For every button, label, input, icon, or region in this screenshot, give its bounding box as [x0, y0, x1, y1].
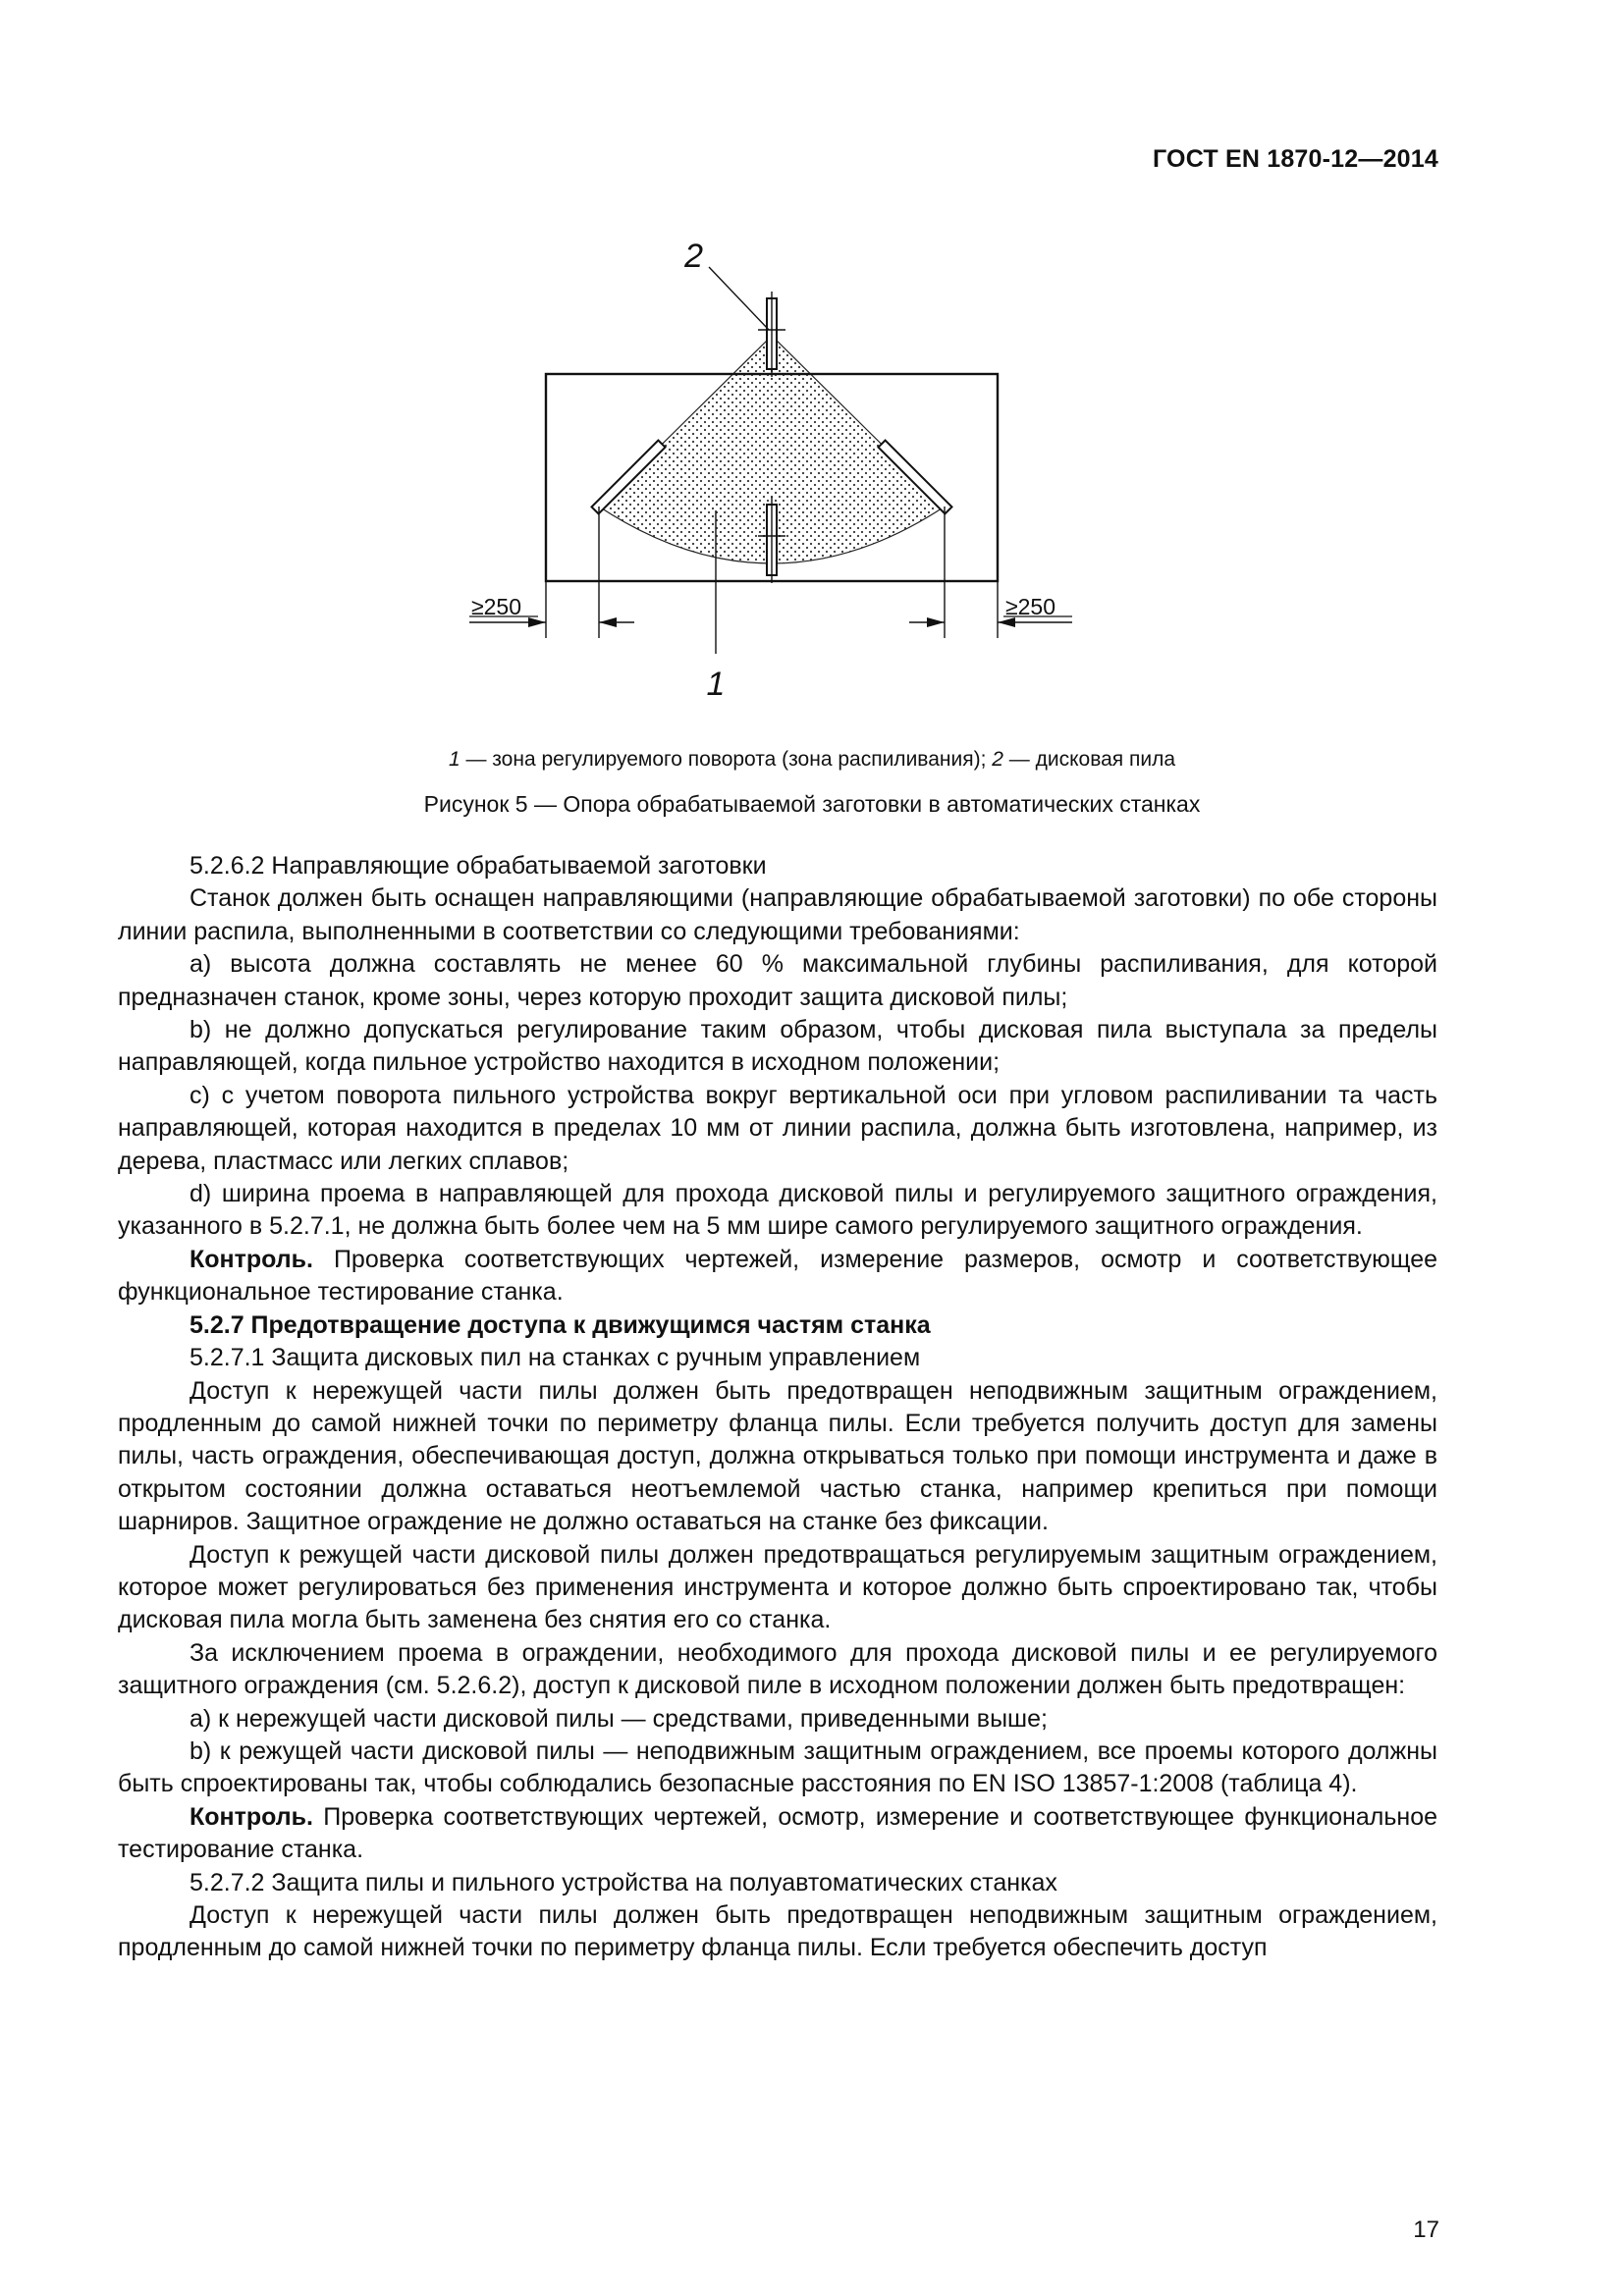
paragraph: Доступ к режущей части дисковой пилы должен предотвращаться регулируемым защитным ограждением, которое может регулироваться без применения инструмента и которое должно быть спроектировано так, чтобы дисковая пила могла быть заменена без снятия его со станка. [118, 1540, 1437, 1634]
paragraph: Доступ к нережущей части пилы должен быть предотвращен неподвижным защитным ограждением, продленным до самой нижней точки по периметру фланца пилы. Если требуется получить доступ для замены пилы, часть ограждения, обеспечивающая доступ, должна открываться только при помощи инструмента и даже в открытом состоянии должна оставаться неотъемлемой частью станка, например крепиться при помощи шарниров. Защитное ограждение не должно оставаться на станке без фиксации. [118, 1376, 1437, 1536]
legend-text-1: — зона регулируемого поворота (зона распиливания); [460, 748, 993, 771]
section-heading-5-2-7: 5.2.7 Предотвращение доступа к движущимся частям станка [189, 1310, 931, 1339]
figure-label-2: 2 [684, 238, 703, 275]
legend-num-1: 1 [448, 748, 460, 771]
dimension-left: ≥250 [471, 594, 521, 619]
section-heading-5-2-6-2: 5.2.6.2 Направляющие обрабатываемой заготовки [189, 852, 767, 880]
paragraph: За исключением проема в ограждении, необходимого для прохода дисковой пилы и ее регулируемого защитного ограждения (см. 5.2.6.2), доступ к дисковой пиле в исходном положении должен быть предотвращен: [118, 1638, 1437, 1700]
figure-title: Рисунок 5 — Опора обрабатываемой заготовки в автоматических станках [423, 791, 1201, 817]
dimension-right: ≥250 [1005, 594, 1056, 619]
paragraph: Станок должен быть оснащен направляющими (направляющие обрабатываемой заготовки) по обе стороны линии распила, выполненными в соответствии со следующими требованиями: [118, 884, 1437, 945]
section-heading-5-2-7-1: 5.2.7.1 Защита дисковых пил на станках с ручным управлением [189, 1344, 921, 1372]
figure-label-1: 1 [706, 666, 726, 703]
list-item-a: а) к нережущей части дисковой пилы — средствами, приведенными выше; [189, 1704, 1048, 1733]
control-paragraph: Контроль. Проверка соответствующих чертежей, измерение размеров, осмотр и соответствующее функциональное тестирование станка. [118, 1245, 1437, 1307]
figure-legend [0, 748, 1624, 772]
document-header: ГОСТ EN 1870-12—2014 [1153, 145, 1438, 173]
page-number: 17 [1413, 2216, 1439, 2243]
document-body [118, 850, 1437, 1965]
paragraph: Доступ к нережущей части пилы должен быть предотвращен неподвижным защитным ограждением, продленным до самой нижней точки по периметру фланца пилы. Если требуется обеспечить доступ [118, 1901, 1437, 1962]
legend-num-2: 2 [992, 748, 1003, 771]
control-label: Контроль. [189, 1802, 313, 1831]
list-item-d: d) ширина проема в направляющей для прохода дисковой пилы и регулируемого защитного ограждения, указанного в 5.2.7.1, не должна быть более чем на 5 мм шире самого регулируемого защитного ограждения. [118, 1180, 1437, 1241]
control-paragraph: Контроль. Проверка соответствующих чертежей, осмотр, измерение и соответствующее функциональное тестирование станка. [118, 1802, 1437, 1864]
legend-text-2: — дисковая пила [1002, 748, 1176, 771]
control-label: Контроль. [189, 1245, 313, 1273]
list-item-b: b) к режущей части дисковой пилы — неподвижным защитным ограждением, все проемы которого должны быть спроектированы так, чтобы соблюдались безопасные расстояния по EN ISO 13857-1:2008 (таблица 4). [118, 1736, 1437, 1798]
list-item-a: а) высота должна составлять не менее 60 % максимальной глубины распиливания, для которой предназначен станок, кроме зоны, через которую проходит защита дисковой пилы; [118, 950, 1437, 1011]
section-heading-5-2-7-2: 5.2.7.2 Защита пилы и пильного устройства на полуавтоматических станках [189, 1868, 1057, 1896]
list-item-b: b) не должно допускаться регулирование таким образом, чтобы дисковая пила выступала за пределы направляющей, когда пильное устройство находится в исходном положении; [118, 1016, 1437, 1077]
leader-line-2 [709, 267, 769, 330]
list-item-c: с) с учетом поворота пильного устройства вокруг вертикальной оси при угловом распиливании та часть направляющей, которая находится в пределах 10 мм от линии распила, должна быть изготовлена, например, из дерева, пластмасс или легких сплавов; [118, 1081, 1437, 1175]
figure-workpiece-support [0, 0, 1624, 785]
